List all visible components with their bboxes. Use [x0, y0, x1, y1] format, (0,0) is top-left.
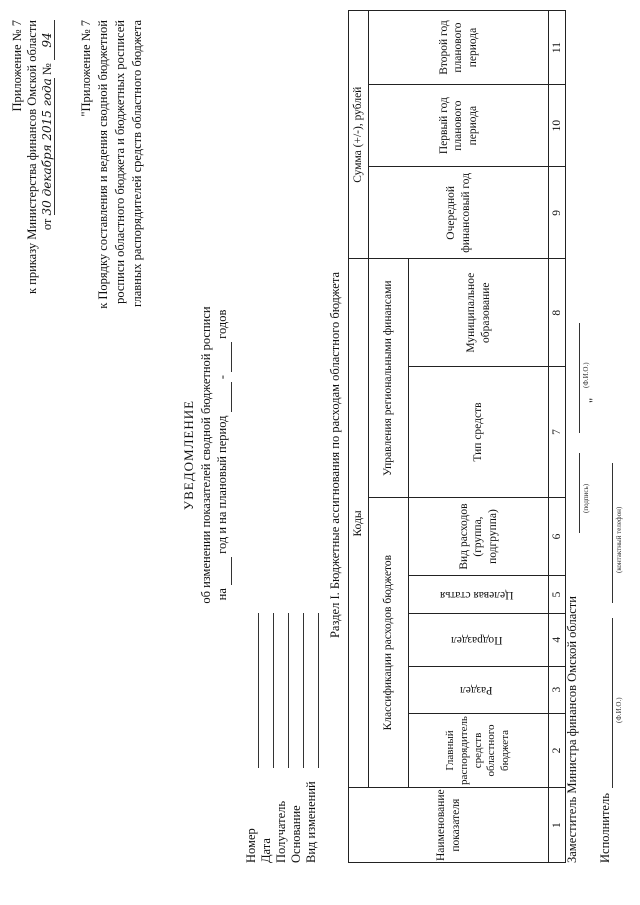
deputy-signature-row: [565, 3, 590, 863]
section-title: Раздел I. Бюджетные ассигнования по расходам областного бюджета: [328, 272, 342, 639]
field-basis: Основание: [289, 613, 304, 863]
quote-line-1: к Порядку составления и ведения сводной бюджетной: [95, 20, 110, 309]
field-number: Номер: [244, 613, 259, 863]
quote-title: "Приложение № 7: [79, 20, 93, 117]
closing-quote: ": [587, 397, 601, 403]
date-prefix: от: [40, 218, 54, 231]
quote-block: [78, 20, 146, 425]
regional-header: Управления региональными финансами: [369, 259, 409, 498]
sum-year-2-header: Первый год планового периода: [369, 85, 549, 167]
municipality-header: Муниципальное образование: [409, 259, 549, 367]
executor-label: Исполнитель: [598, 793, 612, 863]
appendix-order-line: к приказу Министерства финансов Омской области: [25, 20, 39, 295]
signature-caption: (подпись): [582, 483, 590, 513]
sum-year-1-header: Очередной финансовый год: [369, 167, 549, 259]
razdel-header: Раздел: [409, 666, 549, 713]
year-blank: [214, 557, 232, 585]
sum-header: Сумма (+/-), рублей: [349, 11, 369, 259]
period-start-blank: [214, 382, 232, 412]
notice-na: на: [215, 588, 230, 601]
fio-caption: (Ф.И.О.): [582, 362, 590, 388]
quote-line-3: главных распорядителей средств областного бюджета: [129, 20, 144, 307]
sum-year-3-header: Второй год планового периода: [369, 11, 549, 85]
notice-period: год и на плановый период: [215, 415, 230, 554]
expense-type-header: Вид расходов (группа, подгруппа): [409, 498, 549, 576]
phone-line: [612, 463, 613, 603]
fields-block: [244, 613, 319, 863]
grbs-header: Главный распорядитель средств областного бюджета: [409, 713, 549, 788]
executor-fio-caption: (Ф.И.О.): [615, 697, 623, 723]
notice-block: [180, 235, 232, 675]
field-change-type: Вид изменений: [304, 613, 319, 863]
signature-line: [579, 453, 580, 533]
field-recipient: Получатель: [274, 613, 289, 863]
target-article-header: Целевая статья: [409, 576, 549, 614]
executor-fio-line: [612, 618, 613, 788]
fio-line: [579, 323, 580, 433]
field-date: Дата: [259, 613, 274, 863]
deputy-label: Заместитель Министра финансов Омской области: [565, 596, 579, 863]
notice-title: УВЕДОМЛЕНИЕ: [181, 399, 196, 511]
executor-row: [598, 3, 623, 863]
appendix-date-line: [40, 20, 55, 425]
codes-header: Коды: [349, 259, 369, 788]
appendix-title: Приложение № 7: [10, 20, 24, 112]
appendix-block: [10, 20, 55, 425]
number-prefix: №: [40, 63, 54, 76]
quote-line-2: росписи областного бюджета и бюджетных росписей: [112, 20, 127, 304]
classification-header: Классификации расходов бюджетов: [369, 498, 409, 788]
fund-type-header: Тип средств: [409, 366, 549, 497]
notice-line-2: [214, 235, 232, 675]
notice-dash: -: [215, 375, 230, 380]
column-numbers-row: 1 2 3 4 5 6 7 8 9 10 11: [549, 11, 566, 863]
phone-caption: (контактный телефон): [615, 506, 623, 573]
number-value: 94: [40, 20, 55, 60]
date-value: 30 декабря 2015 года: [40, 78, 54, 216]
notice-years: годов: [215, 309, 230, 339]
budget-table: [348, 10, 566, 863]
col-name-header: Наименование показателя: [349, 788, 549, 863]
period-end-blank: [214, 342, 232, 372]
podrazdel-header: Подраздел: [409, 614, 549, 667]
notice-line-1: об изменении показателей сводной бюджетной росписи: [198, 306, 213, 604]
